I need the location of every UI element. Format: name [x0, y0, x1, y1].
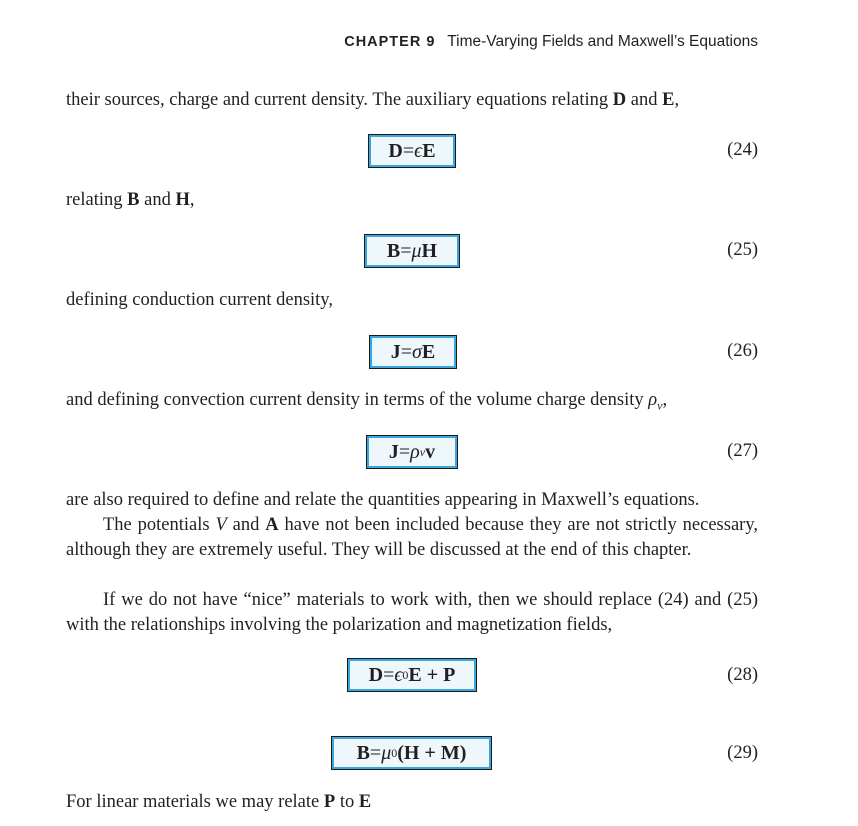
- eq-lhs: B: [356, 741, 370, 764]
- text-segment: ,: [674, 90, 680, 110]
- bold-symbol: D: [612, 90, 627, 110]
- eq-lhs: B: [386, 239, 401, 262]
- eq-subscript: 0: [402, 667, 409, 682]
- eq-symbol: ϵ: [414, 139, 423, 162]
- rho-subscript: ν: [657, 398, 663, 413]
- eq-symbol: ρ: [410, 440, 420, 463]
- eq-operator: =: [400, 239, 412, 262]
- eq-rhs: (H + M): [397, 741, 467, 764]
- eq-symbol: σ: [412, 340, 422, 363]
- text-line-1: [66, 88, 679, 113]
- eq-lhs: J: [388, 440, 399, 463]
- eq-symbol: ϵ: [394, 663, 403, 686]
- bold-symbol: E: [662, 90, 675, 110]
- rho-symbol: ρ: [648, 390, 658, 410]
- paragraph-3: If we do not have “nice” materials to work with, then we should replace (24) and (25) with the relationships involving the polarization and magnetization fields,: [66, 590, 758, 635]
- text-segment: and: [226, 515, 266, 535]
- running-header: [344, 33, 758, 51]
- eq-lhs: D: [388, 139, 403, 162]
- chapter-label: CHAPTER 9: [344, 34, 436, 50]
- equation-28: [347, 658, 477, 692]
- eq-rhs: E: [421, 340, 436, 363]
- text-segment: their sources, charge and current density. The auxiliary equations relating: [66, 90, 613, 110]
- eq-rhs: E + P: [408, 663, 456, 686]
- bold-symbol: P: [323, 792, 336, 812]
- italic-symbol: V: [215, 515, 227, 535]
- eq-lhs: D: [368, 663, 384, 686]
- equation-25: [364, 234, 460, 268]
- equation-29: [331, 736, 492, 770]
- equation-number-28: (28): [727, 665, 758, 685]
- eq-lhs: J: [390, 340, 401, 363]
- paragraph-2: [66, 513, 758, 563]
- text-segment: and: [626, 90, 663, 110]
- equation-number-24: (24): [727, 140, 758, 160]
- eq-operator: =: [369, 741, 382, 764]
- eq-rhs: E: [422, 139, 436, 162]
- bold-symbol: E: [358, 792, 372, 812]
- text-segment: relating: [66, 190, 128, 210]
- eq-operator: =: [383, 663, 395, 686]
- eq-operator: =: [398, 440, 411, 463]
- eq-rhs: v: [425, 440, 436, 463]
- text-segment: ,: [189, 190, 195, 210]
- eq-operator: =: [400, 340, 413, 363]
- text-segment: For linear materials we may relate: [66, 792, 324, 812]
- text-segment: and defining convection current density in terms of the volume charge density: [66, 390, 649, 410]
- equation-27: [366, 435, 458, 469]
- text-segment: have not been included because they are not strictly necessary, although they are extremely useful. They will be discussed at the end of this chapter.: [66, 515, 758, 560]
- text-line-4: [66, 388, 667, 419]
- equation-number-27: (27): [727, 441, 758, 461]
- eq-subscript: ν: [419, 444, 426, 459]
- equation-number-26: (26): [727, 341, 758, 361]
- bold-symbol: B: [127, 190, 140, 210]
- equation-24: [368, 134, 456, 168]
- text-segment: ,: [662, 390, 668, 410]
- text-line-last: [66, 790, 371, 815]
- chapter-title: Time-Varying Fields and Maxwell’s Equations: [447, 33, 758, 50]
- text-line-3: defining conduction current density,: [66, 290, 333, 310]
- eq-rhs: H: [421, 239, 438, 262]
- eq-symbol: μ: [411, 239, 422, 262]
- text-segment: and: [139, 190, 176, 210]
- text-segment: The potentials: [103, 515, 216, 535]
- text-segment: to: [335, 792, 359, 812]
- bold-symbol: A: [265, 515, 279, 535]
- text-line-2: [66, 188, 194, 213]
- eq-operator: =: [402, 139, 415, 162]
- eq-subscript: 0: [391, 745, 398, 760]
- bold-symbol: H: [175, 190, 190, 210]
- paragraph-1: are also required to define and relate the quantities appearing in Maxwell’s equations.: [66, 490, 700, 510]
- equation-number-25: (25): [727, 240, 758, 260]
- equation-26: [369, 335, 457, 369]
- eq-symbol: μ: [381, 741, 392, 764]
- equation-number-29: (29): [727, 743, 758, 763]
